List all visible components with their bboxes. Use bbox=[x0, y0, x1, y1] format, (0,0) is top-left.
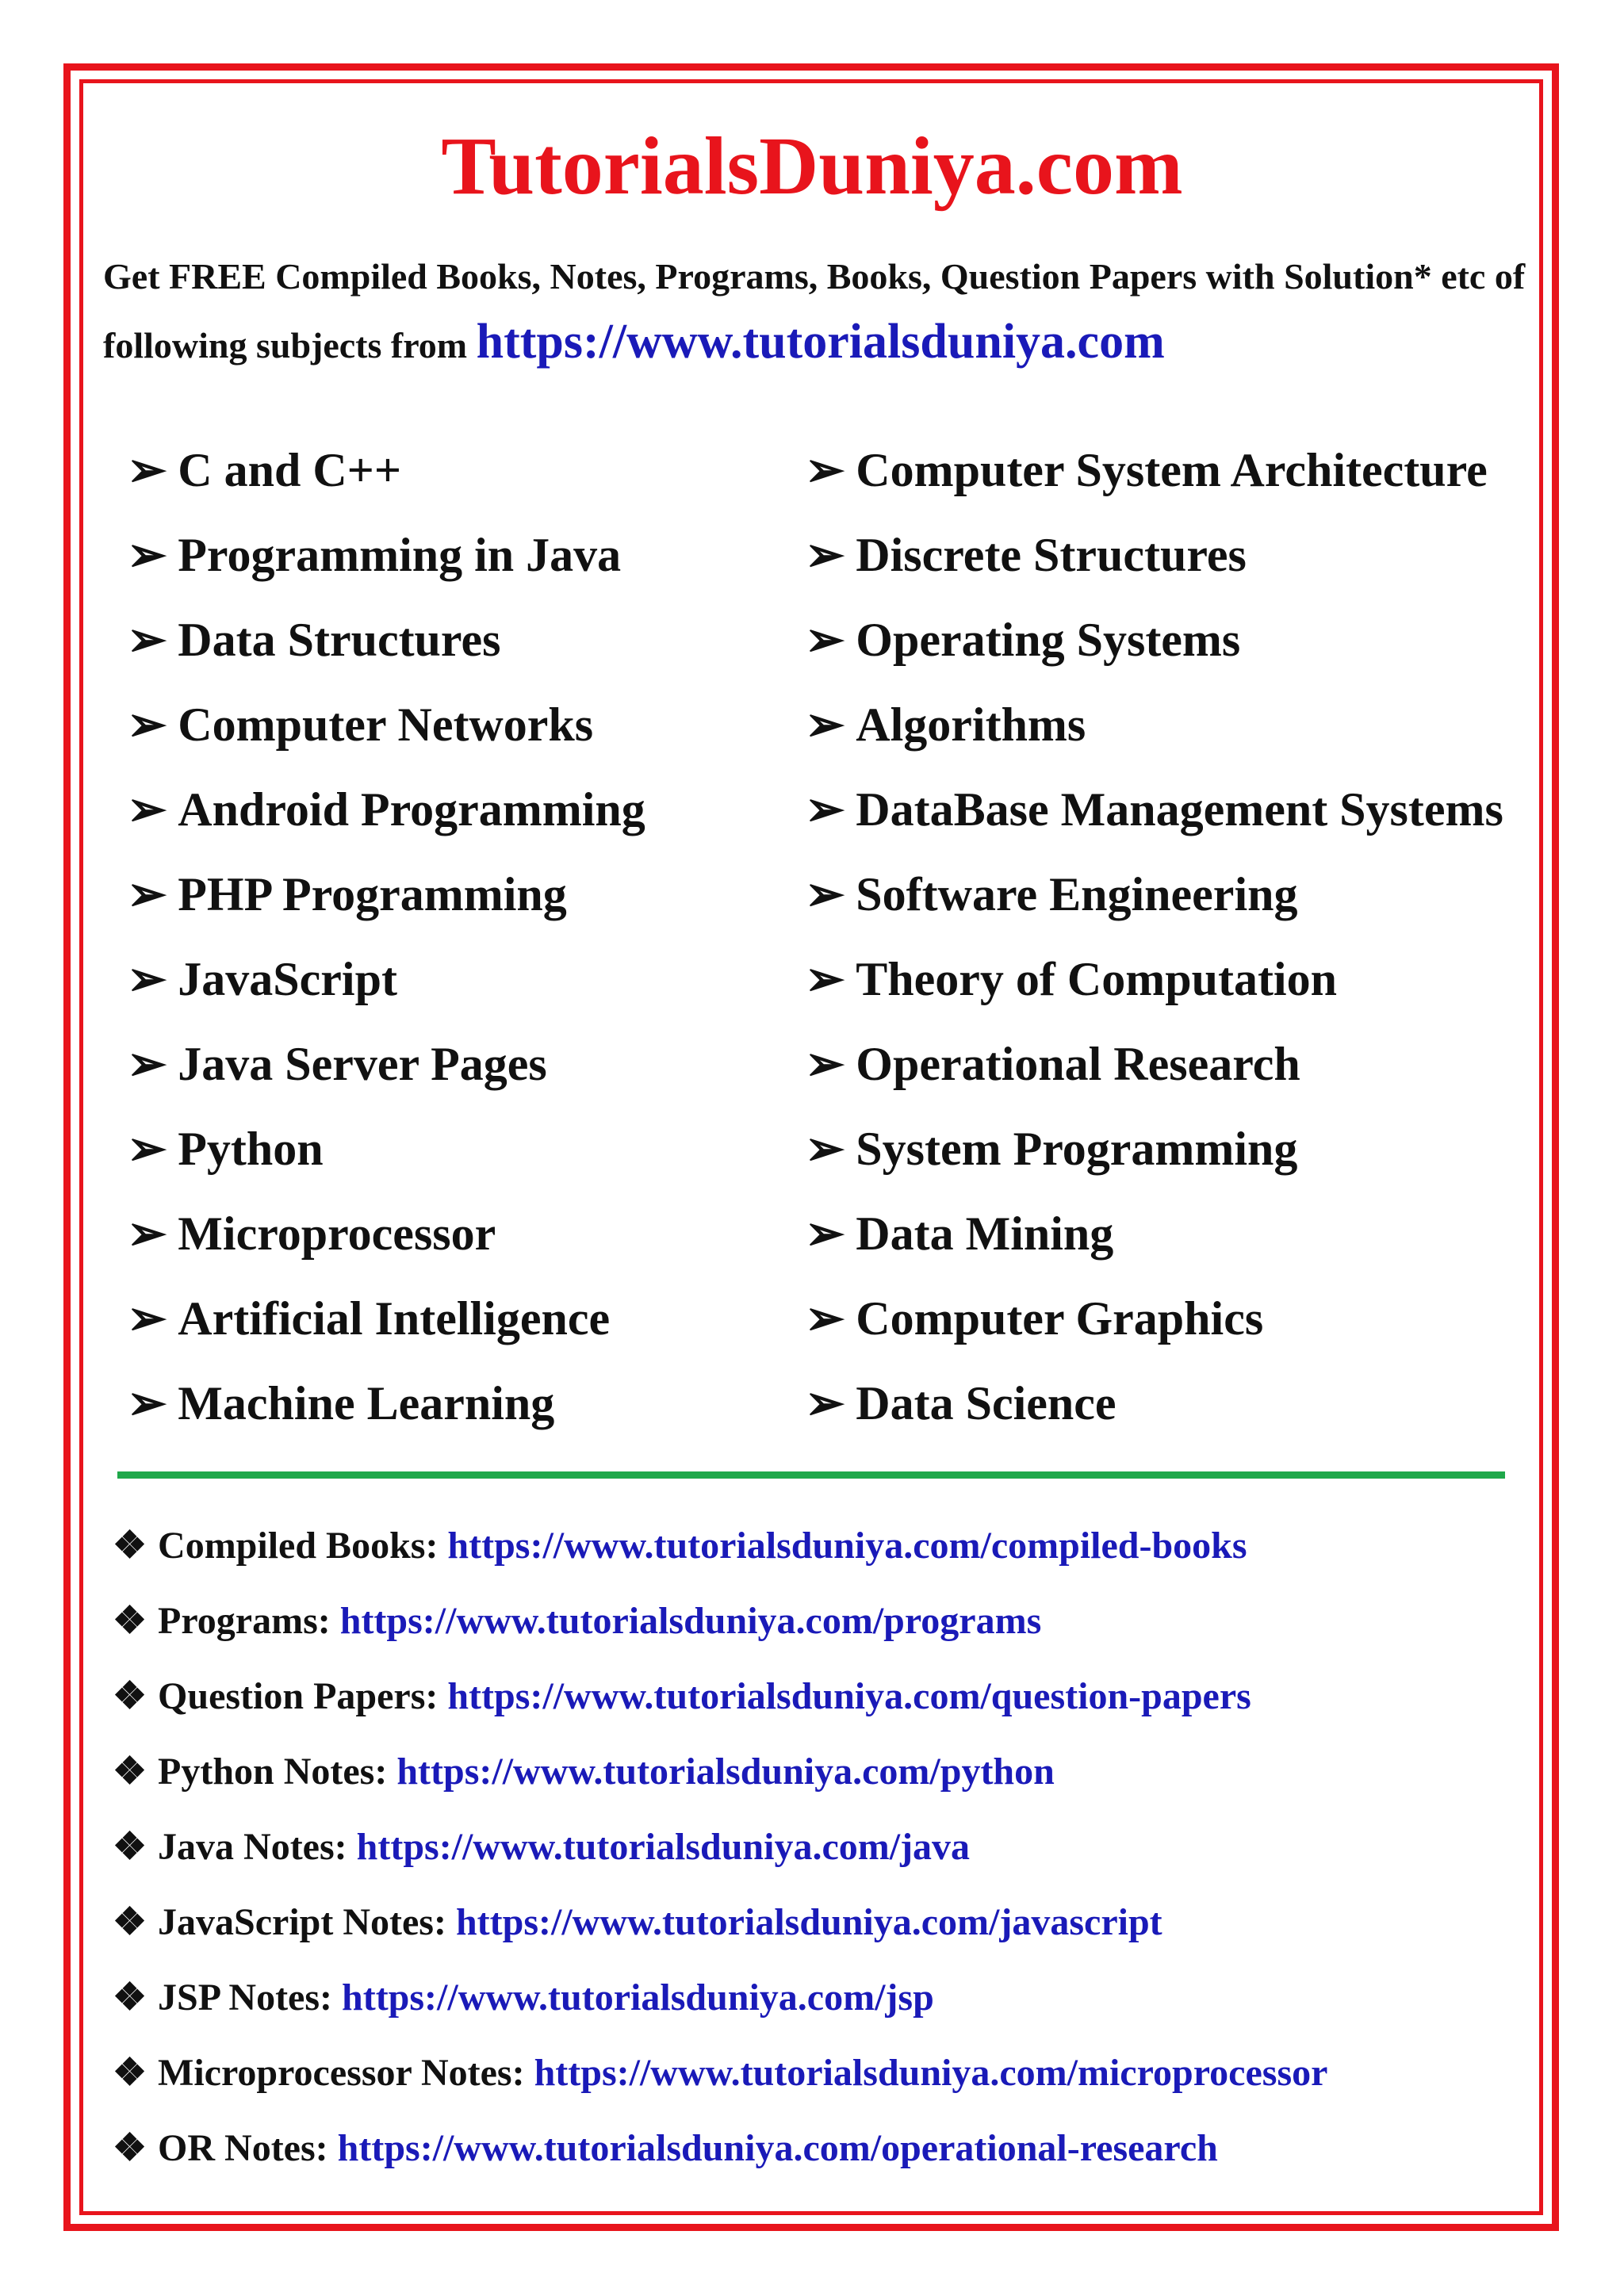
subject-label: JavaScript bbox=[178, 953, 397, 1005]
arrow-bullet-icon: ➢ bbox=[127, 1377, 167, 1429]
subject-item bbox=[127, 683, 793, 767]
subject-item bbox=[805, 1276, 1542, 1361]
intro-text: Get FREE Compiled Books, Notes, Programs, Books, Question Papers with Solution* etc of following subjects from bbox=[103, 256, 1526, 365]
subject-label: Data Mining bbox=[856, 1207, 1114, 1260]
subject-label: Algorithms bbox=[856, 698, 1086, 751]
resource-url-link[interactable]: https://www.tutorialsduniya.com/java bbox=[356, 1826, 971, 1868]
subject-item bbox=[127, 1276, 793, 1361]
subject-label: Data Science bbox=[856, 1377, 1116, 1429]
arrow-bullet-icon: ➢ bbox=[127, 698, 167, 751]
subject-label: Machine Learning bbox=[178, 1377, 555, 1429]
arrow-bullet-icon: ➢ bbox=[805, 1292, 845, 1345]
resource-label: JavaScript Notes: bbox=[158, 1901, 446, 1943]
diamond-bullet-icon: ❖ bbox=[113, 2127, 147, 2169]
intro-paragraph bbox=[103, 244, 1546, 378]
subject-label: C and C++ bbox=[178, 444, 402, 496]
subject-item bbox=[805, 1361, 1542, 1446]
arrow-bullet-icon: ➢ bbox=[127, 953, 167, 1005]
subject-list-left bbox=[127, 428, 793, 1446]
resource-label: Compiled Books: bbox=[158, 1525, 439, 1567]
intro-site-link[interactable]: https://www.tutorialsduniya.com bbox=[476, 315, 1165, 369]
site-title: TutorialsDuniya.com bbox=[441, 121, 1183, 212]
subject-item bbox=[805, 428, 1542, 513]
arrow-bullet-icon: ➢ bbox=[127, 1123, 167, 1175]
subject-label: Theory of Computation bbox=[856, 953, 1337, 1005]
arrow-bullet-icon: ➢ bbox=[805, 1377, 845, 1429]
arrow-bullet-icon: ➢ bbox=[805, 783, 845, 836]
diamond-bullet-icon: ❖ bbox=[113, 1751, 147, 1793]
resource-label: Java Notes: bbox=[158, 1826, 347, 1868]
resource-label: Python Notes: bbox=[158, 1751, 388, 1793]
diamond-bullet-icon: ❖ bbox=[113, 1675, 147, 1717]
subject-item bbox=[127, 1022, 793, 1107]
subject-item bbox=[127, 1192, 793, 1276]
arrow-bullet-icon: ➢ bbox=[805, 1123, 845, 1175]
resource-url-link[interactable]: https://www.tutorialsduniya.com/operational-research bbox=[337, 2127, 1218, 2169]
subject-label: PHP Programming bbox=[178, 868, 567, 920]
subject-item bbox=[805, 683, 1542, 767]
arrow-bullet-icon: ➢ bbox=[805, 614, 845, 666]
subject-item bbox=[127, 513, 793, 598]
subject-list-right bbox=[805, 428, 1542, 1446]
subject-item bbox=[127, 1107, 793, 1192]
resource-link-item bbox=[113, 1508, 1540, 1583]
arrow-bullet-icon: ➢ bbox=[127, 1207, 167, 1260]
subject-label: Operational Research bbox=[856, 1038, 1300, 1090]
arrow-bullet-icon: ➢ bbox=[805, 529, 845, 581]
subject-label: Discrete Structures bbox=[856, 529, 1247, 581]
subject-item bbox=[805, 1107, 1542, 1192]
resource-url-link[interactable]: https://www.tutorialsduniya.com/programs bbox=[339, 1600, 1042, 1642]
resource-url-link[interactable]: https://www.tutorialsduniya.com/jsp bbox=[342, 1976, 934, 2019]
arrow-bullet-icon: ➢ bbox=[805, 1207, 845, 1260]
subject-label: Software Engineering bbox=[856, 868, 1298, 920]
subject-item bbox=[127, 1361, 793, 1446]
resource-url-link[interactable]: https://www.tutorialsduniya.com/question-papers bbox=[447, 1675, 1251, 1717]
subject-item bbox=[127, 598, 793, 683]
diamond-bullet-icon: ❖ bbox=[113, 1525, 147, 1567]
arrow-bullet-icon: ➢ bbox=[127, 529, 167, 581]
subject-item bbox=[805, 513, 1542, 598]
subject-item bbox=[805, 1022, 1542, 1107]
resource-url-link[interactable]: https://www.tutorialsduniya.com/microprocessor bbox=[534, 2052, 1328, 2094]
resource-link-item bbox=[113, 1734, 1540, 1809]
subject-item bbox=[127, 852, 793, 937]
arrow-bullet-icon: ➢ bbox=[805, 1038, 845, 1090]
diamond-bullet-icon: ❖ bbox=[113, 2052, 147, 2094]
subject-label: Java Server Pages bbox=[178, 1038, 547, 1090]
arrow-bullet-icon: ➢ bbox=[127, 783, 167, 836]
diamond-bullet-icon: ❖ bbox=[113, 1600, 147, 1642]
arrow-bullet-icon: ➢ bbox=[127, 1038, 167, 1090]
resource-label: JSP Notes: bbox=[158, 1976, 333, 2019]
subject-label: Artificial Intelligence bbox=[178, 1292, 611, 1345]
subject-item bbox=[127, 428, 793, 513]
arrow-bullet-icon: ➢ bbox=[805, 868, 845, 920]
resource-link-item bbox=[113, 1809, 1540, 1885]
resource-label: OR Notes: bbox=[158, 2127, 328, 2169]
subject-item bbox=[127, 937, 793, 1022]
arrow-bullet-icon: ➢ bbox=[805, 444, 845, 496]
subject-label: Programming in Java bbox=[178, 529, 622, 581]
arrow-bullet-icon: ➢ bbox=[127, 868, 167, 920]
resource-link-item bbox=[113, 1885, 1540, 1960]
subject-label: System Programming bbox=[856, 1123, 1298, 1175]
resource-label: Microprocessor Notes: bbox=[158, 2052, 525, 2094]
subject-item bbox=[805, 852, 1542, 937]
subject-label: Computer Networks bbox=[178, 698, 594, 751]
subject-label: Computer Graphics bbox=[856, 1292, 1264, 1345]
subject-item bbox=[127, 767, 793, 852]
resource-url-link[interactable]: https://www.tutorialsduniya.com/javascript bbox=[455, 1901, 1162, 1943]
subject-label: Android Programming bbox=[178, 783, 645, 836]
resource-url-link[interactable]: https://www.tutorialsduniya.com/compiled-books bbox=[447, 1525, 1247, 1567]
diamond-bullet-icon: ❖ bbox=[113, 1901, 147, 1943]
subject-label: DataBase Management Systems bbox=[856, 783, 1503, 836]
subject-label: Operating Systems bbox=[856, 614, 1241, 666]
arrow-bullet-icon: ➢ bbox=[127, 614, 167, 666]
diamond-bullet-icon: ❖ bbox=[113, 1976, 147, 2019]
arrow-bullet-icon: ➢ bbox=[127, 1292, 167, 1345]
resource-link-item bbox=[113, 1960, 1540, 2035]
resource-link-item bbox=[113, 1659, 1540, 1734]
resource-label: Question Papers: bbox=[158, 1675, 439, 1717]
diamond-bullet-icon: ❖ bbox=[113, 1826, 147, 1868]
resource-link-list bbox=[113, 1508, 1540, 2186]
subject-label: Computer System Architecture bbox=[856, 444, 1488, 496]
arrow-bullet-icon: ➢ bbox=[127, 444, 167, 496]
resource-link-item bbox=[113, 2110, 1540, 2186]
subject-item bbox=[805, 937, 1542, 1022]
section-divider bbox=[117, 1471, 1505, 1479]
subject-label: Microprocessor bbox=[178, 1207, 496, 1260]
arrow-bullet-icon: ➢ bbox=[805, 953, 845, 1005]
resource-url-link[interactable]: https://www.tutorialsduniya.com/python bbox=[396, 1751, 1055, 1793]
arrow-bullet-icon: ➢ bbox=[805, 698, 845, 751]
subject-label: Data Structures bbox=[178, 614, 501, 666]
resource-link-item bbox=[113, 2035, 1540, 2110]
resource-label: Programs: bbox=[158, 1600, 331, 1642]
resource-link-item bbox=[113, 1583, 1540, 1659]
subject-label: Python bbox=[178, 1123, 324, 1175]
subject-item bbox=[805, 767, 1542, 852]
subject-item bbox=[805, 598, 1542, 683]
subject-item bbox=[805, 1192, 1542, 1276]
